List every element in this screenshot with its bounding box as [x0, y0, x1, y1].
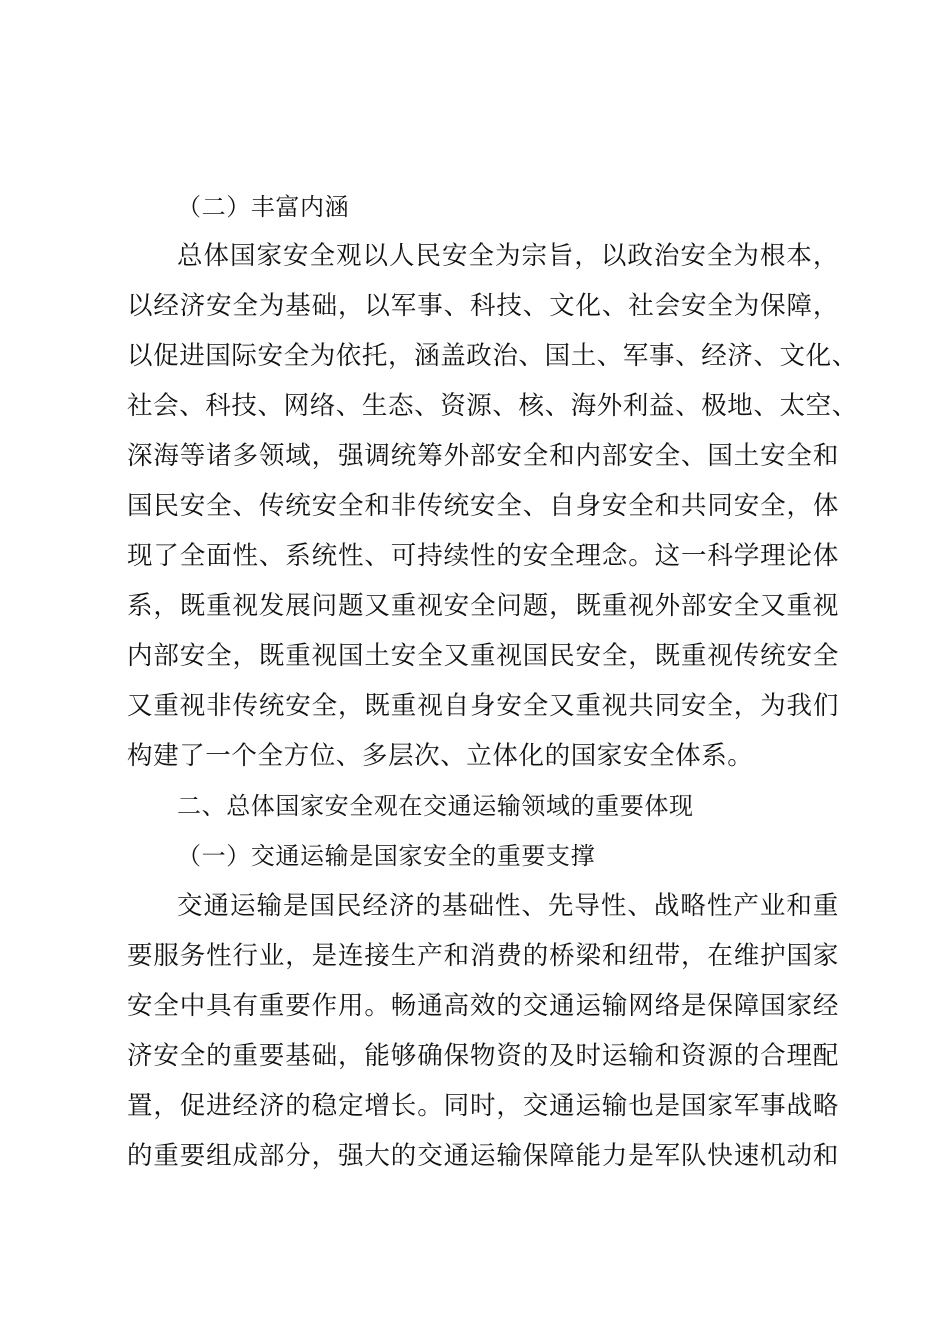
paragraph-line: 社会、科技、网络、生态、资源、核、海外利益、极地、太空、	[127, 391, 858, 421]
paragraph-line: 要服务性行业，是连接生产和消费的桥梁和纽带，在维护国家	[127, 941, 839, 971]
paragraph-line: 总体国家安全观以人民安全为宗旨，以政治安全为根本，	[177, 241, 839, 271]
paragraph-line: 构建了一个全方位、多层次、立体化的国家安全体系。	[127, 741, 754, 771]
paragraph-line: 的重要组成部分，强大的交通运输保障能力是军队快速机动和	[127, 1141, 839, 1171]
chapter-heading: 二、总体国家安全观在交通运输领域的重要体现	[177, 792, 694, 820]
paragraph-line: 现了全面性、系统性、可持续性的安全理念。这一科学理论体	[127, 541, 839, 571]
paragraph-line: 置，促进经济的稳定增长。同时，交通运输也是国家军事战略	[127, 1091, 839, 1121]
paragraph-line: 以促进国际安全为依托，涵盖政治、国土、军事、经济、文化、	[127, 341, 858, 371]
paragraph-line: 系，既重视发展问题又重视安全问题，既重视外部安全又重视	[127, 591, 839, 621]
paragraph-line: 安全中具有重要作用。畅通高效的交通运输网络是保障国家经	[127, 991, 839, 1021]
paragraph-line: 交通运输是国民经济的基础性、先导性、战略性产业和重	[177, 891, 839, 921]
section-heading: （二）丰富内涵	[177, 193, 350, 221]
paragraph-line: 以经济安全为基础，以军事、科技、文化、社会安全为保障，	[127, 291, 839, 321]
section-heading: （一）交通运输是国家安全的重要支撑	[177, 842, 596, 870]
paragraph-line: 又重视非传统安全，既重视自身安全又重视共同安全，为我们	[127, 691, 839, 721]
paragraph-line: 内部安全，既重视国土安全又重视国民安全，既重视传统安全	[127, 641, 839, 671]
paragraph-line: 国民安全、传统安全和非传统安全、自身安全和共同安全，体	[127, 491, 839, 521]
paragraph-line: 深海等诸多领域，强调统筹外部安全和内部安全、国土安全和	[127, 441, 839, 471]
paragraph-line: 济安全的重要基础，能够确保物资的及时运输和资源的合理配	[127, 1041, 839, 1071]
